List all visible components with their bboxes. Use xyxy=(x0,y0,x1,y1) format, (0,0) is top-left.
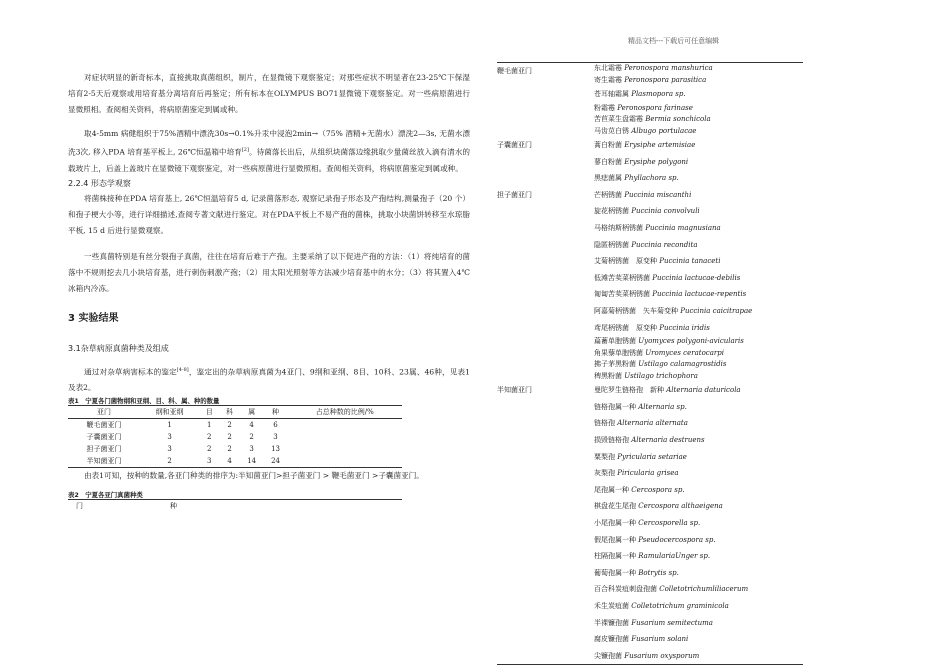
species-chinese-name: 芒柄锈菌 xyxy=(594,190,622,199)
species-chinese-name: 假尾孢属一种 xyxy=(594,535,636,544)
species-chinese-name: 链格孢属一种 xyxy=(594,402,636,411)
species-latin-name: Peronospora farinase xyxy=(617,103,693,112)
table-cell: 3 xyxy=(249,445,254,454)
species-latin-name: Fusarium solani xyxy=(631,635,689,644)
species-item xyxy=(594,75,803,87)
species-item xyxy=(594,86,803,103)
species-chinese-name: 尾孢属一种 xyxy=(594,485,629,494)
species-chinese-name: 鸢尾柄锈菌 原变种 xyxy=(594,323,657,332)
table-cell: 1 xyxy=(167,421,172,430)
species-chinese-name: 葡萄孢属一种 xyxy=(594,568,636,577)
species-latin-name: Bermia sonchicola xyxy=(645,115,711,124)
table-cell: 2 xyxy=(167,457,172,466)
species-item xyxy=(594,581,803,598)
species-item xyxy=(594,432,803,449)
species-latin-name: Fusarium oxysporum xyxy=(624,651,700,660)
species-latin-name: Puccinia magnusiana xyxy=(645,224,721,233)
citation: [4-8] xyxy=(176,366,189,373)
species-item xyxy=(594,270,803,287)
species-chinese-name: 匍匐苦荬菜柄锈菌 xyxy=(594,290,650,299)
species-chinese-name: 低滩苦荬菜柄锈菌 xyxy=(594,273,650,282)
species-latin-name: Phyllachora sp. xyxy=(624,174,679,183)
table-cell: 24 xyxy=(271,457,280,466)
table-row xyxy=(68,419,402,432)
species-chinese-name: 东北霜霉 xyxy=(594,64,622,72)
table-cell: 3 xyxy=(207,457,212,466)
citation: [2] xyxy=(241,147,249,153)
species-chinese-name: 粉霜霉 xyxy=(594,103,615,112)
species-chinese-name: 蒿白粉菌 xyxy=(594,141,622,150)
table-cell: 2 xyxy=(207,433,212,442)
table1-caption: 表1 宁夏各门菌物纲和亚纲、目、科、属、种的数量 xyxy=(68,397,220,406)
species-item xyxy=(594,170,803,187)
left-column xyxy=(68,70,470,512)
species-item xyxy=(594,63,803,75)
table2-header: 种 xyxy=(170,502,177,511)
species-item xyxy=(594,303,803,320)
species-latin-name: Pseudocercospora sp. xyxy=(638,535,716,544)
table-cell: 子囊菌亚门 xyxy=(86,433,122,442)
species-item xyxy=(594,203,803,220)
species-latin-name: Alternaria destruens xyxy=(631,436,705,444)
table-cell: 3 xyxy=(167,445,172,454)
species-chinese-name: 小尾孢属一种 xyxy=(594,518,636,527)
species-chinese-name: 曼陀罗生链格孢 新种 xyxy=(594,386,664,395)
paragraph-morphology: 将菌株接种在PDA 培育基上, 26℃恒温培育5 d, 记录菌落形态, 观察记录孢子形态及产孢结构,测量孢子（20 个）和孢子梗大小等，进行详细描述,查阅专著文献进行鉴定。对在PDA平板上不易产孢的菌株，挑取小块菌饼转移至水琼脂平板, 15 d 后进行显微观察。 xyxy=(68,193,470,235)
species-chinese-name: 萹蓄单胞锈菌 xyxy=(594,337,636,346)
species-latin-name: Plasmopora sp. xyxy=(631,90,686,98)
paragraph-ranking: 由表1可知，按种的数量,各亚门种类的排序为:半知菌亚门>担子菌亚门 > 鞭毛菌亚门 >子囊菌亚门。 xyxy=(84,471,424,481)
table-cell: 6 xyxy=(273,421,278,430)
species-chinese-name: 柱隔孢属一种 xyxy=(594,552,636,561)
species-latin-name: Ustilago trichophora xyxy=(624,371,698,380)
paragraph-observation: 对症状明显的新奇标本，直接挑取真菌组织，制片，在显微镜下观察鉴定；对那些症状不明显者在23-25℃下保湿培育2-5天后观察或用培育基分离培育后再鉴定；所有标本在OLYMPUS BO71显微镜下观察鉴定。对一些病原菌进行显微照相。查阅相关资料，将病原菌鉴定到属或种。 xyxy=(68,73,470,114)
species-latin-name: Erysiphe polygoni xyxy=(624,157,689,166)
species-latin-name: Erysiphe artemisiae xyxy=(624,141,696,150)
species-item xyxy=(594,449,803,466)
table-cell xyxy=(287,455,402,468)
species-latin-name: Fusarium semitectuma xyxy=(631,618,713,627)
table1-header: 属 xyxy=(248,408,256,417)
table1-header: 目 xyxy=(205,408,213,417)
species-latin-name: Uyomyces polygoni-avicularis xyxy=(638,337,744,346)
table-cell xyxy=(287,431,402,443)
species-item xyxy=(594,465,803,482)
paragraph-sporulation: 一些真菌特别是有丝分裂孢子真菌，往往在培育后难于产孢。主要采纳了以下促进产孢的方法：（1）将纯培育的菌落中不规则挖去几小块培育基，进行刺伤刺激产孢；（2）用太阳光照射等方法减少培育基中的水分；（3）将其置入4℃冰箱内冷冻。 xyxy=(68,251,470,293)
species-item xyxy=(594,286,803,303)
species-latin-name: Puccinia iridis xyxy=(659,323,710,332)
table-cell: 2 xyxy=(227,421,232,430)
table1-header: 科 xyxy=(226,408,234,417)
species-chinese-name: 灰梨孢 xyxy=(594,469,615,478)
species-item xyxy=(594,220,803,237)
species-latin-name: Puccinia miscanthi xyxy=(624,190,692,199)
table-cell: 4 xyxy=(227,457,232,466)
table-cell xyxy=(287,443,402,455)
phylum-name: 担子菌亚门 xyxy=(497,190,532,199)
table-cell: 担子菌亚门 xyxy=(86,445,122,454)
section-heading-3: 3 实验结果 xyxy=(68,312,119,324)
species-chinese-name: 棋盘花生尾孢 xyxy=(594,502,636,511)
table-cell xyxy=(287,419,402,432)
species-chinese-name: 粟梨孢 xyxy=(594,452,615,461)
table-cell: 1 xyxy=(207,421,212,430)
species-latin-name: Puccinia lactucae-debilis xyxy=(652,273,741,282)
table2-caption: 表2 宁夏各亚门真菌种类 xyxy=(68,491,143,500)
species-item xyxy=(594,565,803,582)
species-latin-name: Botrytis sp. xyxy=(638,568,679,577)
phylum-name: 鞭毛菌亚门 xyxy=(497,67,532,75)
phylum-group xyxy=(497,63,803,137)
species-chinese-name: 链格孢 xyxy=(594,419,615,428)
species-chinese-name: 蓼白粉菌 xyxy=(594,157,622,166)
species-item xyxy=(594,137,803,154)
species-latin-name: Alternaria alternata xyxy=(617,419,688,428)
table1-header: 占总种数的比例/% xyxy=(315,408,374,417)
phylum-name: 半知菌亚门 xyxy=(497,386,532,395)
phylum-group xyxy=(497,382,803,664)
species-chinese-name: 腐皮镰孢菌 xyxy=(594,635,629,644)
species-chinese-name: 禾生炭疽菌 xyxy=(594,601,629,610)
table1-header: 亚门 xyxy=(97,408,111,417)
species-latin-name: Piricularia grisea xyxy=(617,469,679,478)
species-item xyxy=(594,415,803,432)
table1-header: 纲和亚纲 xyxy=(155,408,184,417)
species-chinese-name: 苍耳轴霜属 xyxy=(594,90,629,98)
species-latin-name: Colletotrichumliliacerum xyxy=(659,585,749,594)
phylum-group xyxy=(497,137,803,187)
species-chinese-name: 黑痣菌属 xyxy=(594,174,622,183)
species-chinese-name: 拂子茅黑粉菌 xyxy=(594,360,636,369)
paragraph-isolation: 取4-5mm 病健组织于75%酒精中漂洗30s→0.1%升汞中浸泡2min→（75% 酒精+无菌水）漂洗2—3s, 无菌水漂洗3次, 移入PDA 培育基平板上, 26℃恒温箱中培育[2]。待菌落长出后，从组织块菌落边缘挑取少量菌丝放入滴有清水的载玻片上，后盖上盖玻片在显微镜下观察鉴定，对一些病原菌进行显微照相。查阅相关资料，将病原菌鉴定到属或种。 xyxy=(68,129,470,173)
table-row xyxy=(68,443,402,455)
species-chinese-name: 损毁链格孢 xyxy=(594,436,629,444)
species-item xyxy=(594,126,803,138)
species-latin-name: Puccinia lactucae-repentis xyxy=(652,290,747,299)
species-latin-name: Cercospora sp. xyxy=(631,485,685,494)
species-chinese-name: 阿嘉菊柄锈菌 矢车菊变种 xyxy=(594,307,678,316)
species-latin-name: Albugo portulacae xyxy=(631,126,697,135)
table-row xyxy=(68,455,402,468)
species-latin-name: RamulariaUnger sp. xyxy=(638,552,711,561)
table2-header-row xyxy=(68,499,402,512)
species-latin-name: Cercospora althaeigena xyxy=(638,502,723,511)
species-latin-name: Peronospora parasitica xyxy=(624,75,707,84)
species-latin-name: Alternaria sp. xyxy=(638,402,687,411)
species-item xyxy=(594,399,803,416)
species-latin-name: Alternaria daturicola xyxy=(666,386,741,395)
species-item xyxy=(594,382,803,399)
species-latin-name: Ustilago calamagrostidis xyxy=(638,360,727,369)
species-item xyxy=(594,615,803,632)
species-item xyxy=(594,631,803,648)
species-item xyxy=(594,320,803,337)
table2-header: 门 xyxy=(76,502,83,511)
species-latin-name: Puccinia tanaceti xyxy=(659,257,721,266)
table-cell: 4 xyxy=(249,421,254,430)
species-item xyxy=(594,548,803,565)
species-chinese-name: 马格纳斯柄锈菌 xyxy=(594,224,643,233)
table-row xyxy=(68,431,402,443)
table-cell: 鞭毛菌亚门 xyxy=(86,421,122,430)
species-item xyxy=(594,187,803,204)
species-item xyxy=(594,114,803,126)
table-cell: 14 xyxy=(247,457,257,466)
table-cell: 2 xyxy=(249,433,254,442)
species-chinese-name: 苦苣菜生盘霜霉 xyxy=(594,115,643,124)
species-chinese-name: 马齿苋白锈 xyxy=(594,126,629,135)
phylum-name: 子囊菌亚门 xyxy=(497,141,532,150)
species-chinese-name: 稗黑粉菌 xyxy=(594,371,622,380)
species-latin-name: Puccinia convolvuli xyxy=(631,207,700,216)
species-item xyxy=(594,515,803,532)
species-latin-name: Cercosporella sp. xyxy=(638,518,701,527)
species-chinese-name: 角果藜单胞锈菌 xyxy=(594,348,643,357)
species-chinese-name: 寄生霜霉 xyxy=(594,75,622,84)
species-chinese-name: 半裸镰孢菌 xyxy=(594,618,629,627)
table1 xyxy=(68,405,402,468)
paragraph-results: 通过对杂草病害标本的鉴定[4-8]，鉴定出的杂草病原真菌为4亚门、9纲和亚纲、8目、10科、23属、46种，见表1及表2。 xyxy=(68,366,471,393)
table-cell: 2 xyxy=(227,445,232,454)
species-item xyxy=(594,336,803,348)
species-item xyxy=(594,253,803,270)
species-chinese-name: 艾菊柄锈菌 原变种 xyxy=(594,257,657,266)
species-item xyxy=(594,359,803,371)
table-cell: 3 xyxy=(273,433,278,442)
species-latin-name: Colletotrichum graminicola xyxy=(631,601,729,610)
species-item xyxy=(594,498,803,515)
species-item xyxy=(594,371,803,383)
species-latin-name: Peronospora manshurica xyxy=(624,64,713,72)
table-cell: 13 xyxy=(271,445,280,454)
species-chinese-name: 隐匿柄锈菌 xyxy=(594,240,629,249)
species-chinese-name: 旋花柄锈菌 xyxy=(594,207,629,216)
table-cell: 2 xyxy=(207,445,212,454)
species-item xyxy=(594,348,803,360)
phylum-group xyxy=(497,187,803,382)
species-chinese-name: 百合科炭疽刺盘孢菌 xyxy=(594,585,657,594)
species-item xyxy=(594,532,803,549)
species-item xyxy=(594,648,803,665)
species-item xyxy=(594,598,803,615)
species-item xyxy=(594,103,803,115)
species-item xyxy=(594,237,803,254)
page-header: 精品文档---下载后可任意编辑 xyxy=(628,37,720,45)
table-cell: 3 xyxy=(167,433,172,442)
table-cell: 2 xyxy=(227,433,232,442)
species-latin-name: Pyricularia setariae xyxy=(617,452,687,461)
table1-header: 种 xyxy=(272,408,280,417)
species-latin-name: Puccinia caicitrapae xyxy=(680,307,753,316)
species-table xyxy=(497,62,803,665)
section-heading-3-1: 3.1杂草病原真菌种类及组成 xyxy=(68,343,169,353)
species-latin-name: Uromyces ceratocarpi xyxy=(645,348,724,357)
species-latin-name: Puccinia recondita xyxy=(631,240,698,249)
section-heading-2-2-4: 2.2.4 形态学观察 xyxy=(68,178,131,188)
species-item xyxy=(594,154,803,171)
species-chinese-name: 尖镰孢菌 xyxy=(594,651,622,660)
table-cell: 半知菌亚门 xyxy=(86,457,122,466)
species-item xyxy=(594,482,803,499)
